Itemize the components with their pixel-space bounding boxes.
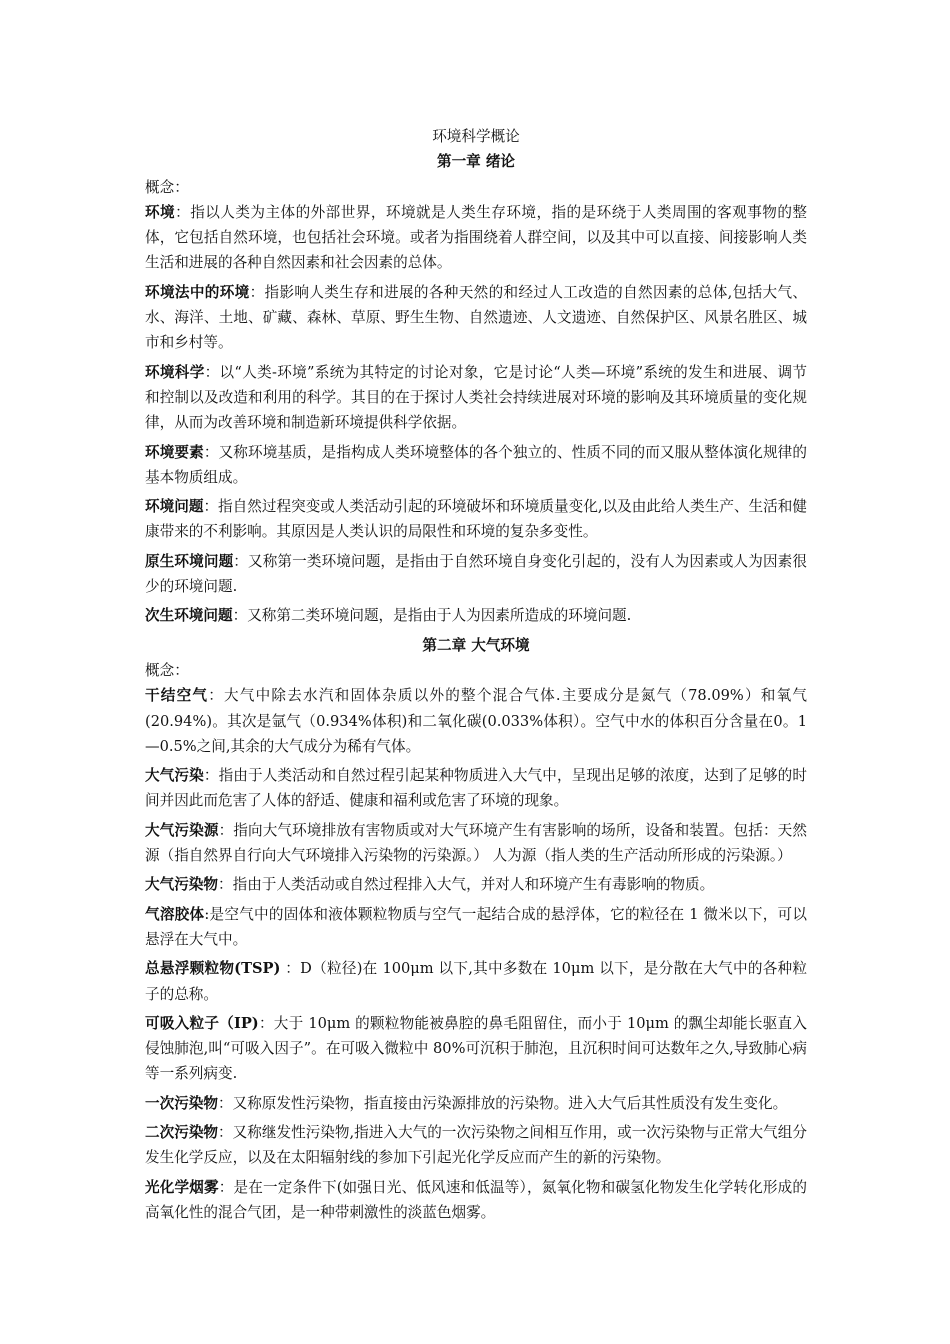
definition-text: 又称第二类环境问题，是指由于人为因素所造成的环境问题.: [247, 607, 632, 625]
definition-term: 原生环境问题: [145, 552, 234, 570]
chapter-heading: 第一章 绪论: [436, 153, 516, 171]
definition-term: 次生环境问题: [145, 607, 233, 625]
definition-term: 可吸入粒子（IP): [145, 1014, 259, 1032]
definition-entry: [145, 494, 807, 545]
definition-term: 环境要素: [145, 443, 204, 461]
definition-entry: [145, 603, 807, 628]
definition-entry: [145, 1011, 807, 1087]
definition-text: 指以人类为主体的外部世界，环境就是人类生存环境，指的是环绕于人类周围的客观事物的整体，它包括自然环境，也包括社会环境。或者为指围绕着人群空间，以及其中可以直接、间接影响人类生活和进展的各种自然因素和社会因素的总体。: [145, 203, 807, 272]
term-separator: ：: [218, 1123, 233, 1141]
term-separator: ：: [208, 687, 225, 705]
term-separator: ：: [218, 821, 234, 839]
definition-term: 干结空气: [145, 687, 209, 705]
definition-entry: [145, 683, 807, 759]
definition-entry: [145, 763, 807, 814]
term-separator: ：: [217, 876, 233, 894]
definition-text: 是空气中的固体和液体颗粒物质与空气一起结合成的悬浮体，它的粒径在 1 微米以下，可以悬浮在大气中。: [145, 905, 807, 948]
term-separator: ：: [203, 443, 219, 461]
definition-entry: [145, 1091, 807, 1116]
definition-term: 气溶胶体: [145, 905, 205, 923]
definition-entry: [145, 956, 807, 1007]
definition-text: 指自然过程突变或人类活动引起的环境破坏和环境质量变化,以及由此给人类生产、生活和健康带来的不利影响。其原因是人类认识的局限性和环境的复杂多变性。: [145, 498, 807, 541]
definition-text: 指由于人类活动或自然过程排入大气，并对人和环境产生有毒影响的物质。: [232, 876, 715, 894]
term-separator: ：: [280, 960, 301, 978]
term-separator: ：: [249, 283, 265, 301]
chapter-2: [145, 633, 807, 1226]
definition-text: 是在一定条件下(如强日光、低风速和低温等），氮氧化物和碳氢化物发生化学转化形成的高氧化性的混合气团，是一种带刺激性的淡蓝色烟雾。: [145, 1178, 807, 1221]
definition-entry: [145, 872, 807, 897]
definition-entry: [145, 360, 807, 436]
term-separator: ：: [203, 767, 219, 785]
definition-term: 环境问题: [145, 498, 204, 516]
concepts-label: 概念：: [145, 178, 189, 196]
definition-text: 又称第一类环境问题，是指由于自然环境自身变化引起的，没有人为因素或人为因素很少的环境问题.: [145, 552, 807, 596]
definition-entry: [145, 440, 807, 491]
definition-text: 指影响人类生存和进展的各种天然的和经过人工改造的自然因素的总体,包括大气、水、海洋、土地、矿藏、森林、草原、野生生物、自然遗迹、人文遗迹、自然保护区、风景名胜区、城市和乡村等。: [145, 283, 807, 352]
definition-term: 总悬浮颗粒物(TSP): [145, 960, 281, 978]
definition-text: 指由于人类活动和自然过程引起某种物质进入大气中，呈现出足够的浓度，达到了足够的时间并因此而危害了人体的舒适、健康和福利或危害了环境的现象。: [145, 767, 807, 810]
definition-text: 又称继发性污染物,指进入大气的一次污染物之间相互作用，或一次污染物与正常大气组分发生化学反应，以及在太阳辐射线的参加下引起光化学反应而产生的新的污染物。: [145, 1123, 807, 1167]
definition-text: 又称原发性污染物，指直接由污染源排放的污染物。进入大气后其性质没有发生变化。: [232, 1094, 788, 1112]
definition-term: 环境法中的环境: [145, 283, 250, 301]
definition-text: 大气中除去水汽和固体杂质以外的整个混合气体.主要成分是氮气（78.09%）和氧气(20.94%)。其次是氩气（0.934%体积)和二氧化碳(0.033%体积）。空气中水的体积百分含量在0。1—0.5%之间,其余的大气成分为稀有气体。: [145, 687, 807, 755]
definition-term: 一次污染物: [145, 1094, 218, 1112]
term-separator: ：: [217, 1094, 233, 1112]
definition-text: 又称环境基质，是指构成人类环境整体的各个独立的、性质不同的而又服从整体演化规律的基本物质组成。: [145, 443, 807, 486]
term-separator: ：: [175, 203, 191, 221]
definition-text: 大于 10μm 的颗粒物能被鼻腔的鼻毛阻留住，而小于 10μm 的飘尘却能长驱直入侵蚀肺泡,叫“可吸入因子”。在可吸入微粒中 80%可沉积于肺泡，且沉积时间可达数年之久,导致肺心病等一系列病变.: [145, 1014, 807, 1083]
definition-term: 环境: [145, 203, 176, 221]
concepts-label: 概念：: [145, 661, 189, 679]
term-separator: ：: [258, 1014, 274, 1032]
definition-text: D（粒径)在 100μm 以下,其中多数在 10μm 以下，是分散在大气中的各种粒子的总称。: [145, 960, 808, 1003]
definition-term: 环境科学: [145, 363, 205, 381]
definition-entry: [145, 902, 807, 953]
term-separator: ：: [233, 552, 248, 570]
definition-entry: [145, 1175, 807, 1226]
definition-entry: [145, 1120, 807, 1171]
term-separator: ：: [218, 1178, 234, 1196]
term-separator: ：: [203, 498, 219, 516]
definition-term: 光化学烟雾: [145, 1178, 219, 1196]
definition-entry: [145, 280, 807, 356]
definition-text: 指向大气环境排放有害物质或对大气环境产生有害影响的场所，设备和装置。包括：天然源（指自然界自行向大气环境排入污染物的污染源。） 人为源（指人类的生产活动所形成的污染源。）: [145, 821, 807, 865]
definition-text: 以“人类-环境”系统为其特定的讨论对象，它是讨论“人类—环境”系统的发生和进展、调节和控制以及改造和利用的科学。其目的在于探讨人类社会持续进展对环境的影响及其环境质量的变化规律，从而为改善环境和制造新环境提供科学依据。: [145, 363, 807, 432]
definition-entry: [145, 549, 807, 600]
definition-entry: [145, 200, 807, 276]
definition-term: 大气污染源: [145, 821, 219, 839]
document-page: [145, 124, 807, 1229]
term-separator: ：: [232, 607, 248, 625]
document-title: 环境科学概论: [432, 128, 520, 145]
term-separator: ：: [204, 363, 220, 381]
chapter-heading: 第二章 大气环境: [422, 636, 530, 654]
definition-term: 二次污染物: [145, 1123, 219, 1141]
definition-term: 大气污染: [145, 767, 204, 785]
chapter-1: [145, 149, 807, 628]
definition-entry: [145, 818, 807, 869]
definition-term: 大气污染物: [145, 876, 218, 894]
term-separator: :: [204, 905, 210, 923]
